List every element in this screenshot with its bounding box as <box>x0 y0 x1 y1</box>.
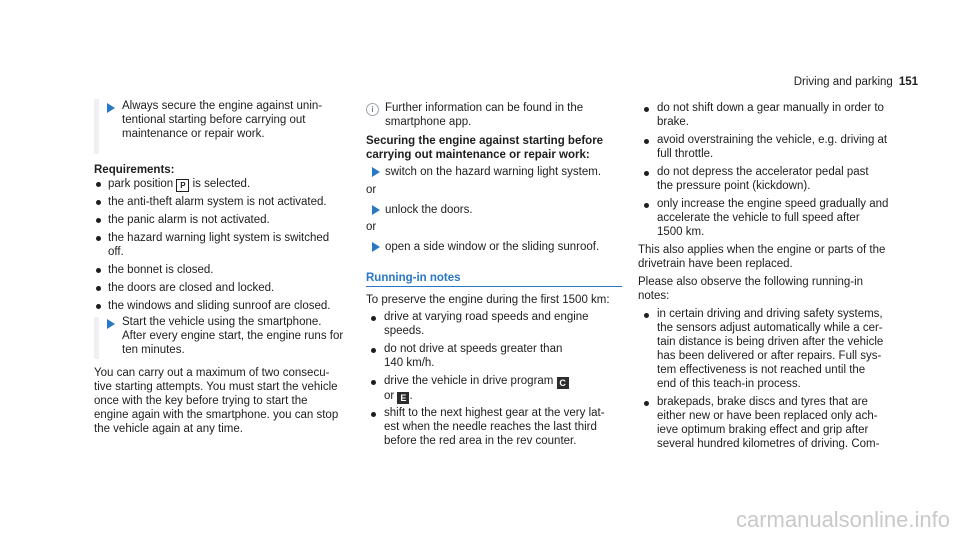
bullet <box>371 316 376 321</box>
step-line: After every engine start, the engine runs for <box>122 330 344 342</box>
requirements-title: Requirements: <box>94 164 175 176</box>
bullet-line: 1500 km. <box>657 226 705 238</box>
bullet-line: do not shift down a gear manually in order to <box>657 102 884 114</box>
requirement-item: the windows and sliding sunroof are closed. <box>108 300 331 312</box>
requirement-item: the bonnet is closed. <box>108 264 214 276</box>
paragraph-line: drivetrain have been replaced. <box>638 258 793 270</box>
requirement-item: park position P is selected. <box>108 178 251 190</box>
bullet-line: drive at varying road speeds and engine <box>384 311 589 323</box>
bullet <box>371 412 376 417</box>
bullet-line: brake. <box>657 116 689 128</box>
paragraph-line: the vehicle again at any time. <box>94 423 243 435</box>
bullet-line: several hundred kilometres of driving. Com- <box>657 438 880 450</box>
bullet-line: do not depress the accelerator pedal past <box>657 166 869 178</box>
step-box <box>94 317 349 359</box>
requirement-item: the hazard warning light system is switched <box>108 232 330 244</box>
bullet-line: full throttle. <box>657 148 714 160</box>
step-text: switch on the hazard warning light system. <box>385 166 602 178</box>
bullet <box>96 218 101 223</box>
bullet-line: drive the vehicle in drive program C <box>384 374 569 389</box>
note-line: maintenance or repair work. <box>122 128 265 140</box>
info-line: smartphone app. <box>385 116 472 128</box>
bullet <box>644 139 649 144</box>
bullet <box>96 200 101 205</box>
paragraph-line: engine again with the smartphone. you can stop <box>94 409 339 421</box>
or-text: or <box>366 221 377 233</box>
step-arrow-icon <box>372 242 380 252</box>
heading-line: Securing the engine against starting before <box>366 135 604 147</box>
park-position-icon: P <box>176 179 189 192</box>
comfort-mode-icon: C <box>557 377 569 389</box>
bullet-line: avoid overstraining the vehicle, e.g. driving at <box>657 134 888 146</box>
bullet-line: shift to the next highest gear at the very lat- <box>384 407 605 419</box>
bullet-line: brakepads, brake discs and tyres that are <box>657 396 868 408</box>
step-text: open a side window or the sliding sunroof. <box>385 241 600 253</box>
section-name: Driving and parking <box>793 76 893 88</box>
paragraph-line: once with the key before trying to start the <box>94 395 308 407</box>
step-arrow-icon <box>372 167 380 177</box>
or-text: or <box>366 184 377 196</box>
heading-line: carrying out maintenance or repair work: <box>366 149 590 161</box>
eco-mode-icon: E <box>397 392 409 404</box>
bullet <box>644 313 649 318</box>
bullet <box>644 401 649 406</box>
requirement-item: the panic alarm is not activated. <box>108 214 270 226</box>
bullet-line: ieve optimum braking effect and grip after <box>657 424 869 436</box>
note-box <box>94 99 349 154</box>
bullet-line: only increase the engine speed gradually and <box>657 198 889 210</box>
bullet <box>644 203 649 208</box>
page-number: 151 <box>898 76 918 88</box>
section-title: Running-in notes <box>366 272 461 284</box>
bullet-line: speeds. <box>384 325 425 337</box>
step-text: unlock the doors. <box>385 204 473 216</box>
paragraph-line: notes: <box>638 290 670 302</box>
requirement-item: off. <box>108 246 124 258</box>
bullet-line: tain distance is being driven after the vehicle <box>657 336 884 348</box>
bullet-line: do not drive at speeds greater than <box>384 343 563 355</box>
step-arrow-icon <box>107 319 115 329</box>
paragraph-line: This also applies when the engine or parts of the <box>638 244 886 256</box>
bullet <box>96 304 101 309</box>
info-icon: i <box>366 103 379 116</box>
bullet <box>644 107 649 112</box>
bullet-line: est when the needle reaches the last third <box>384 421 597 433</box>
step-line: ten minutes. <box>122 344 185 356</box>
bullet-line: accelerate the vehicle to full speed after <box>657 212 860 224</box>
bullet-line: the pressure point (kickdown). <box>657 180 811 192</box>
paragraph-line: Please also observe the following running-in <box>638 276 864 288</box>
note-line: tentional starting before carrying out <box>122 114 306 126</box>
bullet <box>644 171 649 176</box>
requirement-item: the doors are closed and locked. <box>108 282 275 294</box>
bullet-line: end of this teach-in process. <box>657 378 801 390</box>
intro-text: To preserve the engine during the first 1500 km: <box>366 294 610 306</box>
bullet <box>371 348 376 353</box>
bullet-line: before the red area in the rev counter. <box>384 435 577 447</box>
bullet-line: 140 km/h. <box>384 357 435 369</box>
bullet <box>371 380 376 385</box>
paragraph-line: tive starting attempts. You must start the vehicle <box>94 381 338 393</box>
requirement-item: the anti-theft alarm system is not activated. <box>108 196 327 208</box>
bullet-line: has been delivered or after repairs. Full sys- <box>657 350 882 362</box>
step-arrow-icon <box>107 103 115 113</box>
bullet-line: the sensors adjust automatically while a cer- <box>657 322 883 334</box>
bullet-line: either new or have been replaced only ach- <box>657 410 878 422</box>
bullet <box>96 182 101 187</box>
page-header <box>794 75 918 89</box>
bullet <box>96 236 101 241</box>
note-line: Always secure the engine against unin- <box>122 100 323 112</box>
info-line: Further information can be found in the <box>385 102 584 114</box>
watermark: carmanualsonline.info <box>735 506 950 532</box>
paragraph-line: You can carry out a maximum of two consecu- <box>94 367 330 379</box>
section-divider <box>366 286 622 287</box>
bullet-line: tem effectiveness is not reached until the <box>657 364 866 376</box>
bullet-line: in certain driving and driving safety systems, <box>657 308 883 320</box>
bullet <box>96 268 101 273</box>
step-arrow-icon <box>372 205 380 215</box>
bullet <box>96 286 101 291</box>
bullet-line: or E . <box>384 390 413 403</box>
step-line: Start the vehicle using the smartphone. <box>122 316 322 328</box>
